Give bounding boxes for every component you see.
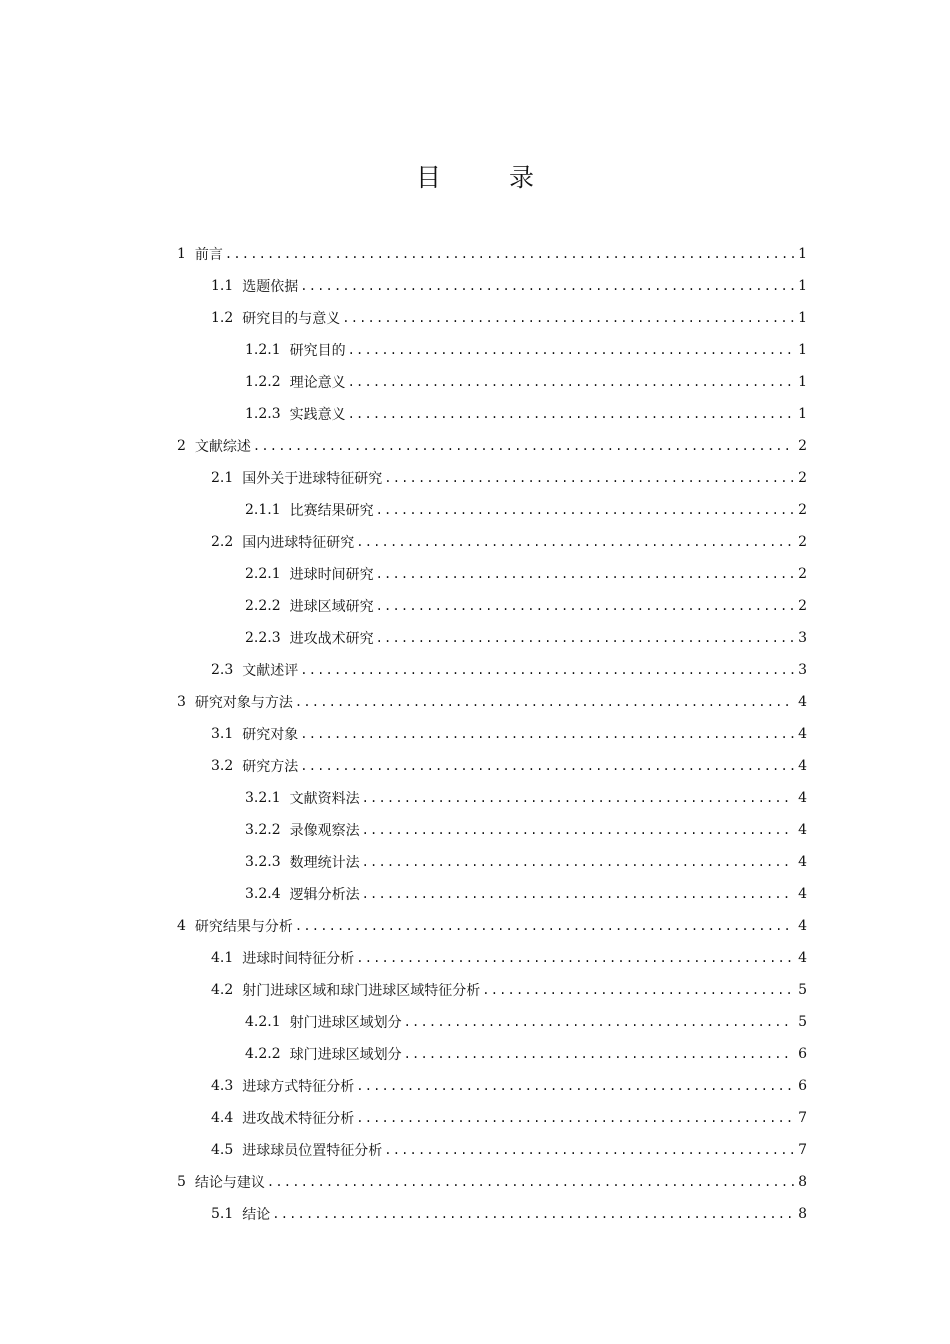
dot-leader: [253, 439, 794, 453]
toc-entry-label: 研究目的: [289, 343, 346, 359]
toc-entry-label: 进球时间特征分析: [242, 951, 355, 967]
toc-entry-page: 4: [798, 758, 807, 774]
toc-entry-page: 8: [798, 1206, 807, 1222]
toc-entry-page: 7: [798, 1142, 807, 1158]
toc-entry-page: 2: [798, 438, 807, 454]
toc-entry-page: 6: [798, 1046, 807, 1062]
toc-entry[interactable]: [245, 366, 807, 398]
toc-entry-page: 4: [798, 918, 807, 934]
toc-entry-page: 1: [798, 406, 807, 422]
toc-entry[interactable]: [245, 558, 807, 590]
toc-entry-page: 2: [798, 566, 807, 582]
toc-entry-page: 4: [798, 694, 807, 710]
toc-entry-page: 7: [798, 1110, 807, 1126]
toc-entry-label: 文献资料法: [289, 791, 360, 807]
toc-entry-label: 文献述评: [242, 663, 299, 679]
dot-leader: [225, 247, 794, 261]
toc-entry[interactable]: [211, 1102, 807, 1134]
dot-leader: [348, 407, 794, 421]
toc-entry[interactable]: [245, 846, 807, 878]
toc-entry-page: 1: [798, 374, 807, 390]
toc-entry-label: 文献综述: [194, 439, 251, 455]
toc-entry-label: 前言: [194, 247, 223, 263]
toc-entry[interactable]: [211, 654, 807, 686]
toc-entry-label: 进攻战术特征分析: [242, 1111, 355, 1127]
toc-entry-label: 研究对象与方法: [194, 695, 293, 711]
dot-leader: [356, 951, 794, 965]
toc-entry[interactable]: [177, 430, 807, 462]
toc-entry-page: 1: [798, 310, 807, 326]
dot-leader: [356, 1079, 794, 1093]
dot-leader: [356, 1111, 794, 1125]
toc-entry-number: 3.2.2: [245, 822, 281, 838]
toc-entry[interactable]: [245, 334, 807, 366]
toc-entry-number: 4.1: [211, 950, 234, 966]
toc-entry-number: 3.2: [211, 758, 234, 774]
toc-entry-number: 2.1: [211, 470, 234, 486]
toc-entry-label: 研究目的与意义: [242, 311, 341, 327]
toc-entry[interactable]: [245, 590, 807, 622]
toc-entry-page: 1: [798, 342, 807, 358]
toc-entry-page: 4: [798, 726, 807, 742]
toc-entry-page: 4: [798, 886, 807, 902]
toc-entry[interactable]: [211, 302, 807, 334]
toc-entry[interactable]: [211, 526, 807, 558]
toc-entry-label: 研究结果与分析: [194, 919, 293, 935]
toc-entry-page: 4: [798, 854, 807, 870]
toc-entry-page: 4: [798, 822, 807, 838]
toc-entry-number: 5.1: [211, 1206, 234, 1222]
dot-leader: [376, 631, 794, 645]
toc-entry-number: 1.1: [211, 278, 234, 294]
toc-entry-label: 比赛结果研究: [289, 503, 374, 519]
dot-leader: [348, 343, 794, 357]
toc-entry[interactable]: [211, 974, 807, 1006]
toc-entry[interactable]: [177, 686, 807, 718]
toc-entry[interactable]: [211, 1198, 807, 1230]
dot-leader: [267, 1175, 794, 1189]
toc-entry-number: 4.2: [211, 982, 234, 998]
dot-leader: [384, 1143, 794, 1157]
toc-entry-label: 射门进球区域和球门进球区域特征分析: [242, 983, 481, 999]
dot-leader: [300, 727, 794, 741]
toc-entry-label: 研究对象: [242, 727, 299, 743]
toc-entry-label: 数理统计法: [289, 855, 360, 871]
toc-entry-number: 4.5: [211, 1142, 234, 1158]
toc-entry[interactable]: [245, 782, 807, 814]
toc-entry-label: 结论: [242, 1207, 271, 1223]
toc-entry-page: 1: [798, 278, 807, 294]
toc-entry[interactable]: [245, 814, 807, 846]
dot-leader: [300, 279, 794, 293]
toc-entry-label: 进球方式特征分析: [242, 1079, 355, 1095]
toc-entry-label: 国内进球特征研究: [242, 535, 355, 551]
dot-leader: [404, 1015, 794, 1029]
toc-entry-number: 1.2.1: [245, 342, 281, 358]
dot-leader: [362, 855, 794, 869]
toc-entry-number: 1.2.3: [245, 406, 281, 422]
toc-entry[interactable]: [211, 718, 807, 750]
toc-entry[interactable]: [177, 1166, 807, 1198]
toc-entry-page: 3: [798, 662, 807, 678]
toc-entry-number: 3.2.3: [245, 854, 281, 870]
toc-entry-number: 2.2.2: [245, 598, 281, 614]
dot-leader: [272, 1207, 794, 1221]
toc-entry-label: 录像观察法: [289, 823, 360, 839]
toc-entry-label: 选题依据: [242, 279, 299, 295]
toc-entry[interactable]: [245, 878, 807, 910]
toc-entry-number: 3.2.1: [245, 790, 281, 806]
toc-entry[interactable]: [245, 398, 807, 430]
dot-leader: [376, 599, 794, 613]
toc-entry-number: 3.1: [211, 726, 234, 742]
toc-entry-number: 2.2.1: [245, 566, 281, 582]
dot-leader: [295, 919, 794, 933]
toc-entry-page: 2: [798, 502, 807, 518]
toc-title: 目 录: [416, 163, 564, 192]
toc-entry-page: 4: [798, 950, 807, 966]
toc-entry-number: 5: [177, 1174, 186, 1190]
toc-entry[interactable]: [211, 462, 807, 494]
toc-entry-number: 4.4: [211, 1110, 234, 1126]
dot-leader: [356, 535, 794, 549]
toc-entry-page: 5: [798, 1014, 807, 1030]
toc-entry-number: 2.2: [211, 534, 234, 550]
toc-entry-page: 2: [798, 534, 807, 550]
toc-entry-number: 3: [177, 694, 186, 710]
toc-entry[interactable]: [211, 270, 807, 302]
toc-entry-page: 6: [798, 1078, 807, 1094]
toc-entry[interactable]: [245, 1006, 807, 1038]
toc-entry-page: 4: [798, 790, 807, 806]
dot-leader: [300, 759, 794, 773]
toc-entry-label: 国外关于进球特征研究: [242, 471, 383, 487]
toc-entry-number: 1: [177, 246, 186, 262]
toc-entry-label: 实践意义: [289, 407, 346, 423]
dot-leader: [362, 791, 794, 805]
toc-entry-label: 结论与建议: [194, 1175, 265, 1191]
dot-leader: [295, 695, 794, 709]
toc-entry[interactable]: [211, 1134, 807, 1166]
toc-entry-label: 球门进球区域划分: [289, 1047, 402, 1063]
toc-entry-number: 4.3: [211, 1078, 234, 1094]
toc-entry-label: 进球区域研究: [289, 599, 374, 615]
toc-entry-page: 2: [798, 470, 807, 486]
toc-entry[interactable]: [245, 1038, 807, 1070]
toc-entry-label: 理论意义: [289, 375, 346, 391]
dot-leader: [404, 1047, 794, 1061]
toc-entry[interactable]: [211, 942, 807, 974]
dot-leader: [384, 471, 794, 485]
toc-entry-label: 射门进球区域划分: [289, 1015, 402, 1031]
toc-entry-number: 4.2.1: [245, 1014, 281, 1030]
dot-leader: [348, 375, 794, 389]
dot-leader: [376, 503, 794, 517]
dot-leader: [376, 567, 794, 581]
toc-entry-page: 2: [798, 598, 807, 614]
dot-leader: [482, 983, 794, 997]
toc-entry[interactable]: [245, 494, 807, 526]
toc-entry-label: 进球时间研究: [289, 567, 374, 583]
dot-leader: [362, 823, 794, 837]
toc-entry-label: 进球球员位置特征分析: [242, 1143, 383, 1159]
toc-entry[interactable]: [211, 750, 807, 782]
toc-entry-number: 3.2.4: [245, 886, 281, 902]
toc-entry[interactable]: [245, 622, 807, 654]
dot-leader: [362, 887, 794, 901]
toc-entry-number: 1.2: [211, 310, 234, 326]
toc-entry-number: 2.1.1: [245, 502, 281, 518]
toc-entry-number: 1.2.2: [245, 374, 281, 390]
toc-entry[interactable]: [177, 238, 807, 270]
toc-entry-page: 3: [798, 630, 807, 646]
toc-entry[interactable]: [211, 1070, 807, 1102]
dot-leader: [342, 311, 794, 325]
toc-entry-label: 进攻战术研究: [289, 631, 374, 647]
dot-leader: [300, 663, 794, 677]
toc-entry[interactable]: [177, 910, 807, 942]
toc-entry-page: 5: [798, 982, 807, 998]
toc-entry-label: 逻辑分析法: [289, 887, 360, 903]
toc-entry-number: 2: [177, 438, 186, 454]
toc-entry-number: 4: [177, 918, 186, 934]
toc-entry-number: 2.3: [211, 662, 234, 678]
toc-entry-page: 1: [798, 246, 807, 262]
toc-entry-label: 研究方法: [242, 759, 299, 775]
toc-entry-number: 4.2.2: [245, 1046, 281, 1062]
toc-entry-page: 8: [798, 1174, 807, 1190]
toc-entry-number: 2.2.3: [245, 630, 281, 646]
